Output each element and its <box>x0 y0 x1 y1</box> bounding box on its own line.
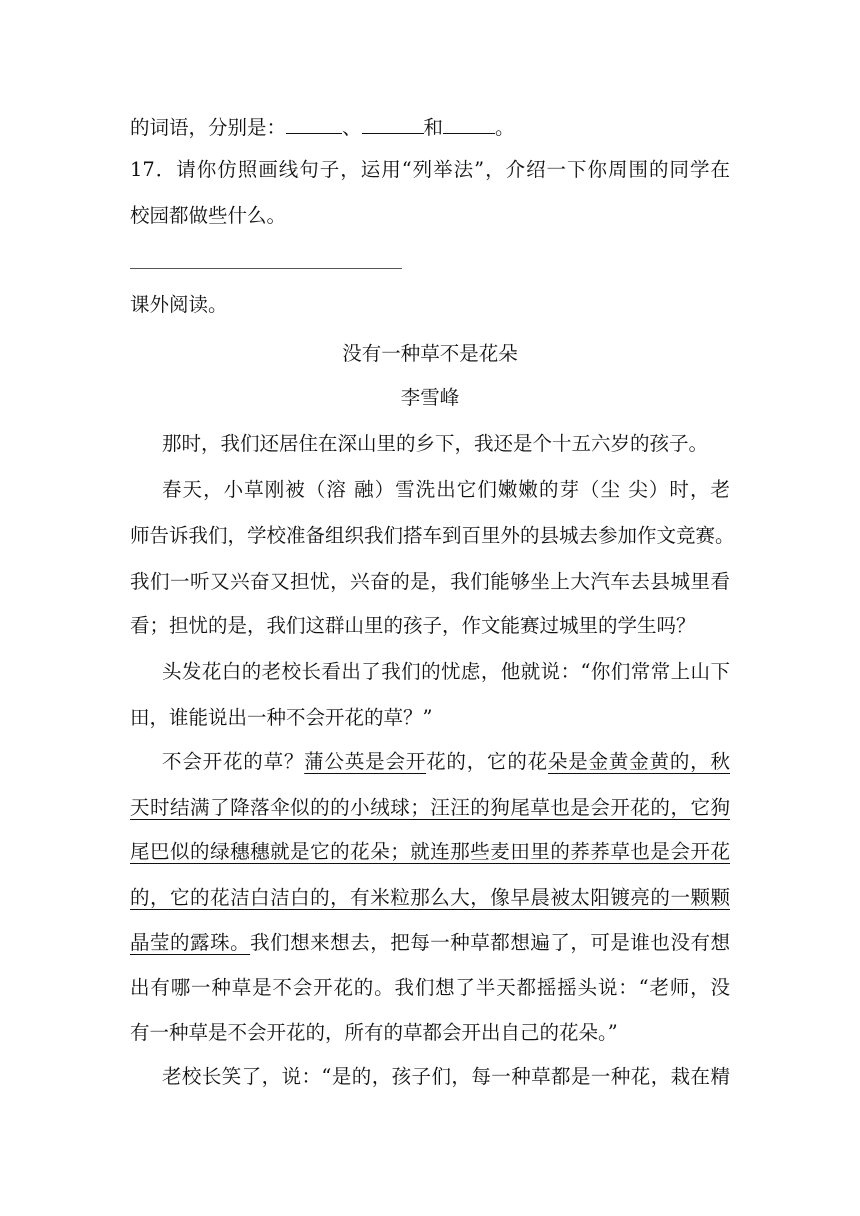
paragraph-2-line-2: 师告诉我们，学校准备组织我们搭车到百里外的县城去参加作文竞赛。 <box>130 524 735 547</box>
paragraph-3-line-1: 头发花白的老校长看出了我们的忧虑，他就说：“你们常常上山下 <box>162 660 730 683</box>
underlined-sentence-line-2: 天时结满了降落伞似的的小绒球；汪汪的狗尾草也是会开花的，它狗 <box>130 796 730 819</box>
story-author: 李雪峰 <box>400 386 460 409</box>
q16-prefix: 的词语，分别是： <box>130 116 287 139</box>
story-title: 没有一种草不是花朵 <box>342 342 518 365</box>
paragraph-4-line-1 <box>162 748 730 776</box>
q16-separator-2: 和 <box>423 116 444 139</box>
q16-end: 。 <box>495 116 515 139</box>
underlined-sentence-line-3: 尾巴似的绿穗穗就是它的花朵；就连那些麦田里的荞荞草也是会开花 <box>130 840 730 863</box>
answer-blank-2[interactable] <box>362 115 424 134</box>
p4-line1-plain: 不会开花的草？ <box>162 750 305 773</box>
underlined-sentence-line-4: 的，它的花洁白洁白的，有米粒那么大，像早晨被太阳镀亮的一颗颗 <box>130 886 730 909</box>
p4-line5-plain: 我们想来想去，把每一种草都想遍了，可是谁也没有想 <box>250 931 730 954</box>
p4-line1-plain-2: 花的，它的花 <box>426 750 548 773</box>
underlined-sentence: 蒲公英是会开 <box>304 750 427 773</box>
paragraph-2-line-1: 春天，小草刚被（溶 融）雪洗出它们嫩嫩的芽（尘 尖）时，老 <box>162 478 730 501</box>
paragraph-2-line-4: 看；担忧的是，我们这群山里的孩子，作文能赛过城里的学生吗？ <box>130 614 696 637</box>
question-17-line-1: 17．请你仿照画线句子，运用“列举法”，介绍一下你周围的同学在 <box>130 158 730 181</box>
paragraph-4-line-6: 出有哪一种草是不会开花的。我们想了半天都摇摇头说：“老师，没 <box>130 976 730 999</box>
paragraph-2-line-3: 我们一听又兴奋又担忧，兴奋的是，我们能够坐上大汽车去县城里看 <box>130 570 730 593</box>
paragraph-3-line-2: 田，谁能说出一种不会开花的草？” <box>130 706 433 729</box>
question-17-line-2: 校园都做些什么。 <box>130 204 287 227</box>
paragraph-4-line-7: 有一种草是不会开花的，所有的草都会开出自己的花朵。” <box>130 1021 618 1044</box>
answer-line[interactable] <box>130 268 402 269</box>
q16-separator-1: 、 <box>342 116 362 139</box>
question-16-tail <box>130 114 730 142</box>
answer-blank-3[interactable] <box>443 115 495 134</box>
paragraph-5-line-1: 老校长笑了，说：“是的，孩子们，每一种草都是一种花，栽在精 <box>162 1065 730 1088</box>
paragraph-1: 那时，我们还居住在深山里的乡下，我还是个十五六岁的孩子。 <box>162 432 709 455</box>
section-label: 课外阅读。 <box>130 293 228 316</box>
answer-blank-1[interactable] <box>286 115 342 134</box>
underlined-sentence-end: 晶莹的露珠。 <box>130 931 251 954</box>
paragraph-4-line-5 <box>130 929 730 957</box>
underlined-sentence: 朵是金黄金黄的，秋 <box>547 750 730 773</box>
